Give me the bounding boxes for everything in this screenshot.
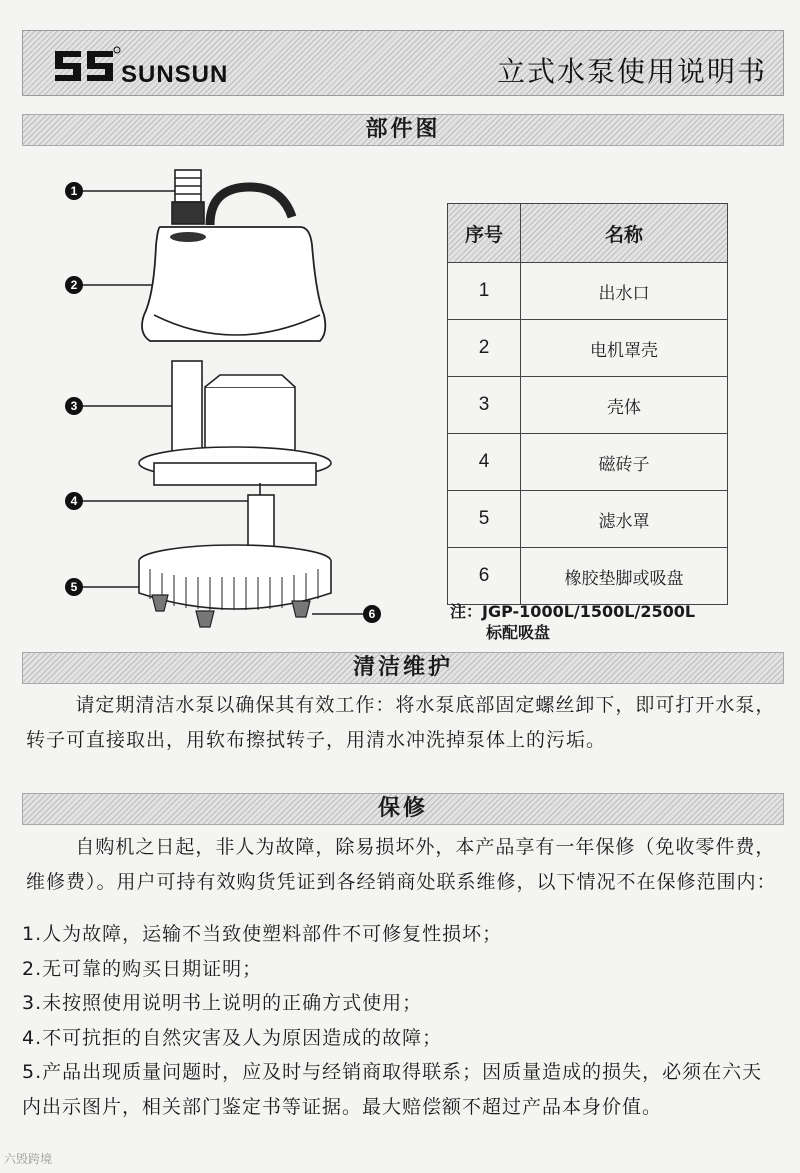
watermark: 六毁跨境 (4, 1152, 53, 1166)
cleaning-paragraph: 请定期清洁水泵以确保其有效工作：将水泵底部固定螺丝卸下，即可打开水泵，转子可直接取出，用软布擦拭转子，用清水冲洗掉泵体上的污垢。 (26, 694, 776, 751)
section-parts-title: 部件图 (365, 117, 441, 142)
col-header-index: 序号 (448, 204, 521, 263)
row-name: 滤水罩 (521, 491, 728, 548)
row-name: 出水口 (521, 263, 728, 320)
section-warranty-title: 保修 (377, 796, 428, 821)
warranty-paragraph: 自购机之日起，非人为故障，除易损坏外，本产品享有一年保修（免收零件费，维修费）。用户可持有效购货凭证到各经销商处联系维修，以下情况不在保修范围内： (26, 836, 777, 893)
note-line-1: 注：JGP-1000L/1500L/2500L (450, 602, 696, 621)
pump-body (139, 361, 331, 485)
callout-label-2: 2 (70, 278, 78, 292)
list-item: 4.不可抗拒的自然灾害及人为原因造成的故障； (22, 1026, 443, 1049)
list-item: 3.未按照使用说明书上说明的正确方式使用； (22, 992, 423, 1014)
row-index: 3 (448, 377, 521, 434)
section-cleaning-bar (22, 652, 784, 684)
row-name: 磁砖子 (521, 434, 728, 491)
callout-label-6: 6 (368, 607, 376, 621)
row-index: 5 (448, 491, 521, 548)
callout-label-3: 3 (70, 399, 78, 413)
suction-cup-note (450, 601, 770, 643)
row-index: 6 (448, 548, 521, 605)
callout-label-4: 4 (70, 494, 78, 508)
table-row (448, 491, 728, 548)
table-header-row (448, 204, 728, 263)
table-row (448, 263, 728, 320)
col-header-name: 名称 (521, 204, 728, 263)
pump-exploded-diagram (20, 165, 410, 635)
callout-label-1: 1 (70, 184, 78, 198)
filter-cage (139, 545, 331, 610)
pump-handle (210, 187, 292, 225)
table-row (448, 320, 728, 377)
row-index: 1 (448, 263, 521, 320)
brand-name: SUNSUN (121, 61, 229, 88)
registered-mark-icon (114, 47, 120, 53)
row-index: 4 (448, 434, 521, 491)
header-banner (22, 30, 784, 96)
list-item: 1.人为故障，运输不当致使塑料部件不可修复性损坏； (22, 923, 503, 945)
row-name: 壳体 (521, 377, 728, 434)
callout-label-5: 5 (70, 580, 78, 594)
document-title: 立式水泵使用说明书 (496, 55, 767, 88)
table-row (448, 434, 728, 491)
section-warranty-bar (22, 793, 784, 825)
row-name: 电机罩壳 (521, 320, 728, 377)
outlet-nozzle (172, 170, 204, 224)
section-cleaning-title: 清洁维护 (352, 655, 453, 680)
note-line-2: 标配吸盘 (486, 623, 551, 642)
list-item: 5.产品出现质量问题时，应及时与经销商取得联系；因质量造成的损失，必须在六天内出示图片，相关部门鉴定书等证据。最大赔偿额不超过产品本身价值。 (22, 1061, 763, 1118)
outlet-hole (170, 232, 206, 242)
row-index: 2 (448, 320, 521, 377)
row-name: 橡胶垫脚或吸盘 (521, 548, 728, 605)
parts-table (447, 203, 728, 605)
table-row (448, 377, 728, 434)
sunsun-logo-icon (51, 45, 121, 85)
warranty-exclusions-list (22, 917, 782, 1124)
table-row (448, 548, 728, 605)
list-item: 2.无可靠的购买日期证明； (22, 957, 263, 980)
section-parts-bar (22, 114, 784, 146)
